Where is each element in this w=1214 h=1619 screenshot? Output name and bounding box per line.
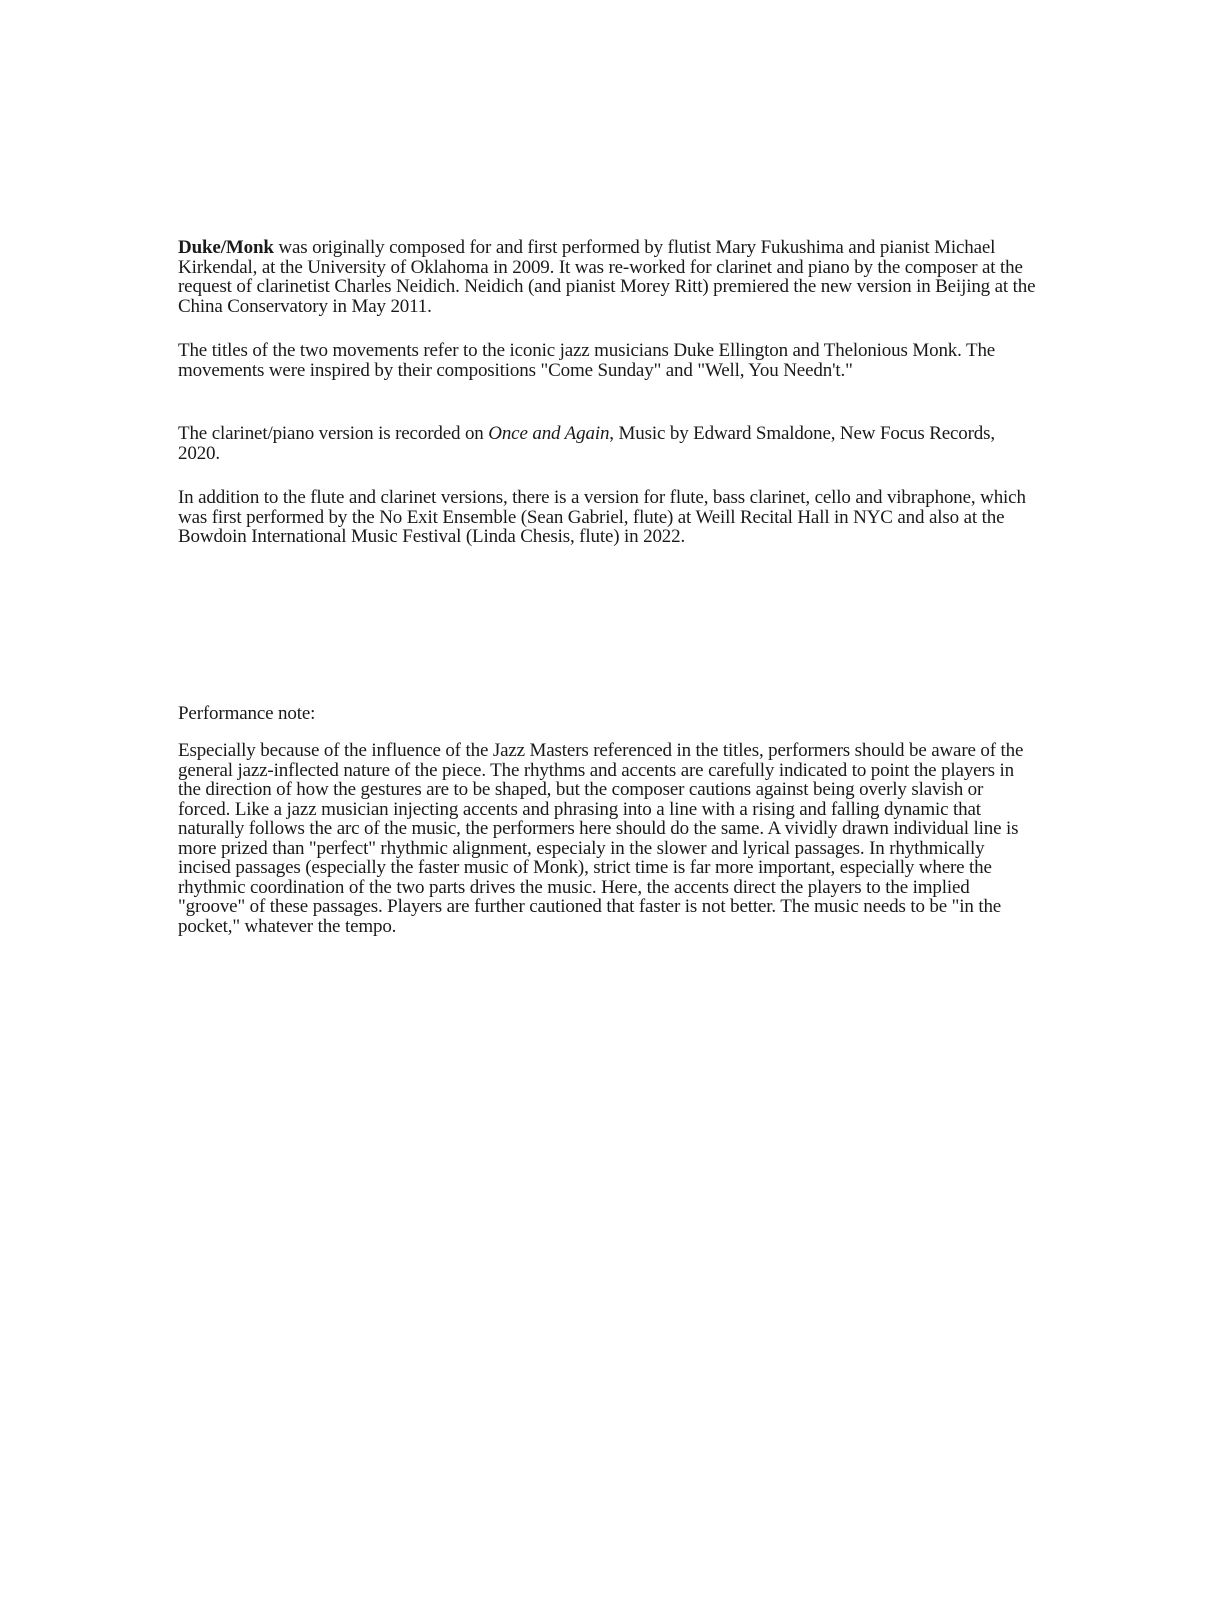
album-title: Once and Again bbox=[488, 423, 610, 444]
recording-text-before: The clarinet/piano version is recorded on bbox=[178, 423, 489, 444]
intro-paragraph-premiere bbox=[178, 238, 1038, 316]
intro-paragraph-versions: In addition to the flute and clarinet versions, there is a version for flute, bass clarinet, cello and vibraphone, which was first performed by the No Exit Ensemble (Sean Gabriel, flute) at Weill Recital Hall in NYC and also at the Bowdoin International Music Festival (Linda Chesis, flute) in 2022. bbox=[178, 487, 1026, 547]
intro-paragraph-titles: The titles of the two movements refer to the iconic jazz musicians Duke Ellington and Thelonious Monk. The movements were inspired by their compositions "Come Sunday" and "Well, You Needn't." bbox=[178, 340, 996, 381]
intro-paragraph-recording bbox=[178, 424, 1038, 463]
piece-title: Duke/Monk bbox=[178, 237, 274, 258]
performance-note-body: Especially because of the influence of the Jazz Masters referenced in the titles, performers should be aware of the general jazz-inflected nature of the piece. The rhythms and accents are carefully indicated to point the players in the direction of how the gestures are to be shaped, but the composer cautions against being overly slavish or forced. Like a jazz musician injecting accents and phrasing into a line with a rising and falling dynamic that naturally follows the arc of the music, the performers here should do the same. A vividly drawn individual line is more prized than "perfect" rhythmic alignment, especialy in the slower and lyrical passages. In rhythmically incised passages (especially the faster music of Monk), strict time is far more important, especially where the rhythmic coordination of the two parts drives the music. Here, the accents direct the players to the implied "groove" of these passages. Players are further cautioned that faster is not better. The music needs to be "in the pocket," whatever the tempo. bbox=[178, 740, 1024, 937]
recording-text-after: , Music by Edward Smaldone, New Focus Records, 2020. bbox=[178, 423, 996, 464]
premiere-text: was originally composed for and first performed by flutist Mary Fukushima and pianist Michael Kirkendal, at the University of Oklahoma in 2009. It was re-worked for clarinet and piano by the composer at the request of clarinetist Charles Neidich. Neidich (and pianist Morey Ritt) premiered the new version in Beijing at the China Conservatory in May 2011. bbox=[178, 237, 1036, 317]
performance-note-heading: Performance note: bbox=[178, 703, 316, 724]
